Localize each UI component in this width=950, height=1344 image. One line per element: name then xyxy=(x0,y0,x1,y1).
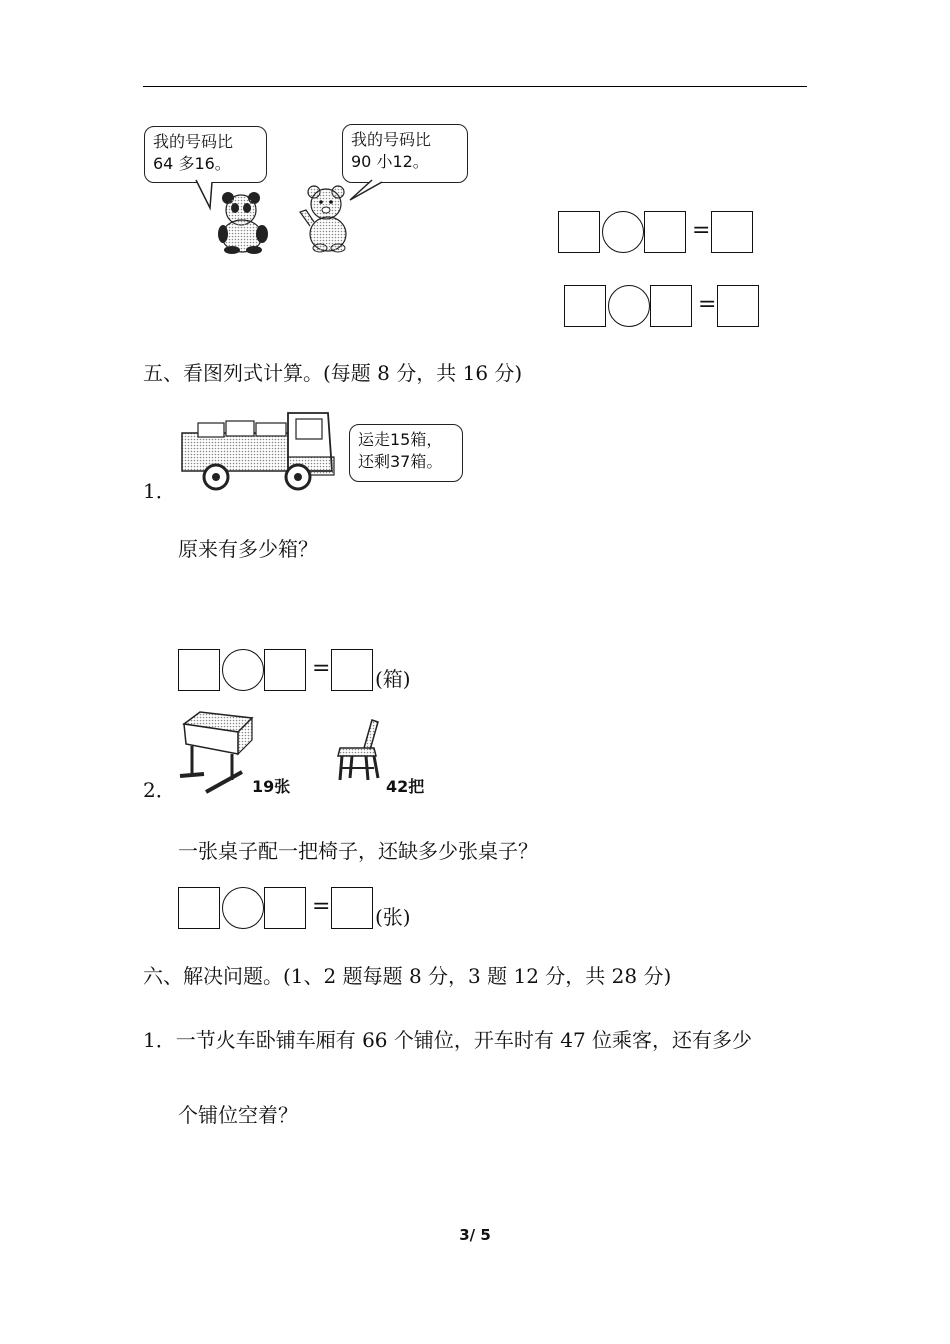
answer-box[interactable] xyxy=(558,211,600,253)
equals-sign: = xyxy=(698,292,717,317)
answer-box[interactable] xyxy=(264,887,306,929)
part6-q1-line2: 个铺位空着？ xyxy=(178,1103,298,1127)
page-number: 3/ 5 xyxy=(459,1226,491,1244)
equals-sign: = xyxy=(312,894,331,919)
q2-question: 一张桌子配一把椅子，还缺多少张桌子？ xyxy=(178,839,538,863)
truck-speech-bubble: 运走15箱， 还剩37箱。 xyxy=(349,424,463,482)
bear-speech-bubble: 我的号码比 90 小12。 xyxy=(342,124,468,183)
answer-box[interactable] xyxy=(650,285,692,327)
chair-illustration xyxy=(336,718,386,784)
result-box[interactable] xyxy=(331,887,373,929)
part6-heading: 六、解决问题。(1、2 题每题 8 分，3 题 12 分，共 28 分) xyxy=(143,964,672,988)
part4-equation-2 xyxy=(564,285,764,327)
bear-head-icon xyxy=(311,189,341,219)
part5-q1-equation xyxy=(178,649,418,691)
unit-label: (张) xyxy=(375,905,411,929)
truck-illustration xyxy=(178,405,338,495)
q2-number: 2． xyxy=(143,778,176,802)
desk-count: 19张 xyxy=(252,777,291,796)
q1-number: 1． xyxy=(143,479,176,503)
part4-equation-1 xyxy=(558,211,758,253)
operator-circle[interactable] xyxy=(602,211,644,253)
result-box[interactable] xyxy=(331,649,373,691)
answer-box[interactable] xyxy=(264,649,306,691)
part5-q2-equation xyxy=(178,887,418,929)
unit-label: (箱) xyxy=(375,667,411,691)
bubble-tails xyxy=(0,0,950,260)
answer-box[interactable] xyxy=(644,211,686,253)
operator-circle[interactable] xyxy=(222,649,264,691)
part6-q1-line1: 1．一节火车卧铺车厢有 66 个铺位，开车时有 47 位乘客，还有多少 xyxy=(143,1028,753,1052)
chair-count: 42把 xyxy=(386,777,425,796)
equals-sign: = xyxy=(312,656,331,681)
answer-box[interactable] xyxy=(178,887,220,929)
bear-illustration xyxy=(298,182,358,254)
equals-sign: = xyxy=(692,218,711,243)
panda-illustration xyxy=(210,190,280,254)
operator-circle[interactable] xyxy=(222,887,264,929)
panda-speech-bubble: 我的号码比 64 多16。 xyxy=(144,126,267,183)
operator-circle[interactable] xyxy=(608,285,650,327)
result-box[interactable] xyxy=(711,211,753,253)
answer-box[interactable] xyxy=(178,649,220,691)
result-box[interactable] xyxy=(717,285,759,327)
q1-question: 原来有多少箱？ xyxy=(178,537,318,561)
desk-illustration xyxy=(178,710,254,800)
part5-heading: 五、看图列式计算。(每题 8 分，共 16 分) xyxy=(143,361,523,385)
answer-box[interactable] xyxy=(564,285,606,327)
